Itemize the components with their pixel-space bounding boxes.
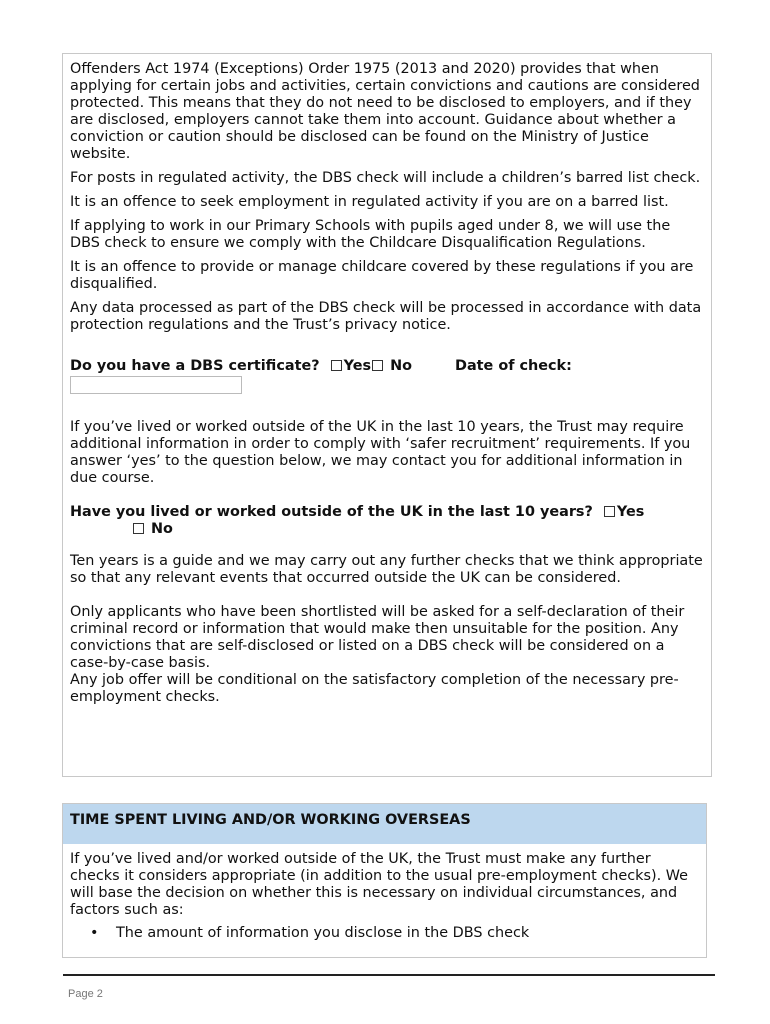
footer-divider xyxy=(63,974,715,976)
dbs-question-row xyxy=(70,358,704,375)
overseas-question-row xyxy=(70,504,704,538)
list-item xyxy=(70,925,699,941)
paragraph-job-offer: Any job offer will be conditional on the satisfactory completion of the necessary pre-employment checks. xyxy=(70,672,679,705)
dbs-no-checkbox[interactable] xyxy=(372,360,383,371)
overseas-yes-label: Yes xyxy=(616,504,645,520)
dbs-yes-checkbox[interactable] xyxy=(331,360,342,371)
paragraph-childcare: If applying to work in our Primary Schools with pupils aged under 8, we will use the DBS check to ensure we comply with the Childcare Disqualification Regulations. xyxy=(70,218,671,251)
date-of-check-label: Date of check: xyxy=(455,358,572,374)
dbs-section xyxy=(62,53,712,777)
overseas-section xyxy=(62,803,707,958)
overseas-no-checkbox[interactable] xyxy=(133,523,144,534)
paragraph-disqualified: It is an offence to provide or manage childcare covered by these regulations if you are disqualified. xyxy=(70,259,694,292)
dbs-yes-label: Yes xyxy=(343,358,372,374)
paragraph-data-processing: Any data processed as part of the DBS check will be processed in accordance with data protection regulations and the Trust’s privacy notice. xyxy=(70,300,702,333)
paragraph-ten-years: Ten years is a guide and we may carry out any further checks that we think appropriate so that any relevant events that occurred outside the UK can be considered. xyxy=(70,553,703,586)
overseas-section-heading: TIME SPENT LIVING AND/OR WORKING OVERSEAS xyxy=(63,804,706,844)
paragraph-rehabilitation: Offenders Act 1974 (Exceptions) Order 1975 (2013 and 2020) provides that when applying for certain jobs and activities, certain convictions and cautions are considered protected. This means that they do not need to be disclosed to employers, and if they are disclosed, employers cannot take them into account. Guidance about whether a conviction or caution should be disclosed can be found on the Ministry of Justice website. xyxy=(70,61,700,162)
paragraph-barred-list: For posts in regulated activity, the DBS check will include a children’s barred list check. xyxy=(70,170,701,186)
overseas-question-label: Have you lived or worked outside of the UK in the last 10 years? xyxy=(70,504,593,520)
overseas-intro: If you’ve lived and/or worked outside of the UK, the Trust must make any further checks it considers appropriate (in addition to the usual pre-employment checks). We will base the decision on whether this is necessary on individual circumstances, and factors such as: xyxy=(70,851,688,918)
overseas-no-label: No xyxy=(151,521,173,537)
page-number: Page 2 xyxy=(68,988,103,1000)
date-of-check-field[interactable] xyxy=(70,376,242,394)
paragraph-safer-recruitment: If you’ve lived or worked outside of the UK in the last 10 years, the Trust may require additional information in order to comply with ‘safer recruitment’ requirements. If you answer ‘yes’ to the question below, we may contact you for additional information in due course. xyxy=(70,419,691,486)
overseas-yes-checkbox[interactable] xyxy=(604,506,615,517)
paragraph-shortlisted: Only applicants who have been shortlisted will be asked for a self-declaration of their criminal record or information that would make then unsuitable for the position. Any convictions that are self-disclosed or listed on a DBS check will be considered on a case-by-case basis. xyxy=(70,604,685,671)
dbs-question-label: Do you have a DBS certificate? xyxy=(70,358,320,374)
list-item-text: The amount of information you disclose in the DBS check xyxy=(116,925,530,941)
paragraph-offence-barred: It is an offence to seek employment in regulated activity if you are on a barred list. xyxy=(70,194,669,210)
bullet-icon: • xyxy=(90,925,99,941)
dbs-no-label: No xyxy=(390,358,412,374)
